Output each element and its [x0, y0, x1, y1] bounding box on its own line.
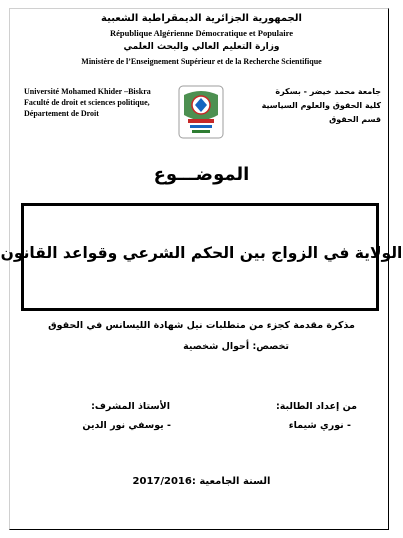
supervisor-name: - يوسفي نور الدين — [82, 420, 171, 431]
header-ministry-ar: وزارة التعليم العالي والبحث العلمي — [123, 42, 280, 52]
header-ministry-fr: Ministère de l’Enseignement Supérieur et de la Recherche Scientifique — [81, 57, 322, 66]
institution-fr-department: Département de Droit — [24, 109, 99, 118]
academic-year: السنة الجامعية :2017/2016 — [132, 476, 271, 487]
header-republic-fr: République Algérienne Démocratique et Populaire — [109, 28, 294, 38]
thesis-title: الولاية في الزواج بين الحكم الشرعي وقواعد القانون — [0, 244, 403, 262]
thesis-specialty: تخصص: أحوال شخصية — [183, 341, 289, 352]
header-republic-ar: الجمهورية الجزائرية الديمقراطية الشعبية — [101, 13, 302, 24]
institution-ar-department: قسم الحقوق — [329, 115, 381, 124]
institution-fr-faculty: Faculté de droit et sciences politique, — [24, 98, 150, 107]
institution-ar-faculty: كلية الحقوق والعلوم السياسية — [261, 101, 381, 110]
student-name: - نوري شيماء — [288, 420, 351, 431]
subject-label: الموضـــوع — [153, 164, 250, 185]
supervisor-label: الأستاذ المشرف: — [91, 401, 170, 412]
student-label: من إعداد الطالبة: — [275, 401, 357, 412]
institution-ar-university: جامعة محمد خيضر - بسكرة — [275, 87, 381, 96]
institution-fr-university: Université Mohamed Khider –Biskra — [24, 87, 151, 96]
thesis-description: مذكرة مقدمة كجزء من متطلبات نيل شهادة الليسانس في الحقوق — [48, 320, 355, 331]
university-logo-icon — [178, 85, 224, 139]
